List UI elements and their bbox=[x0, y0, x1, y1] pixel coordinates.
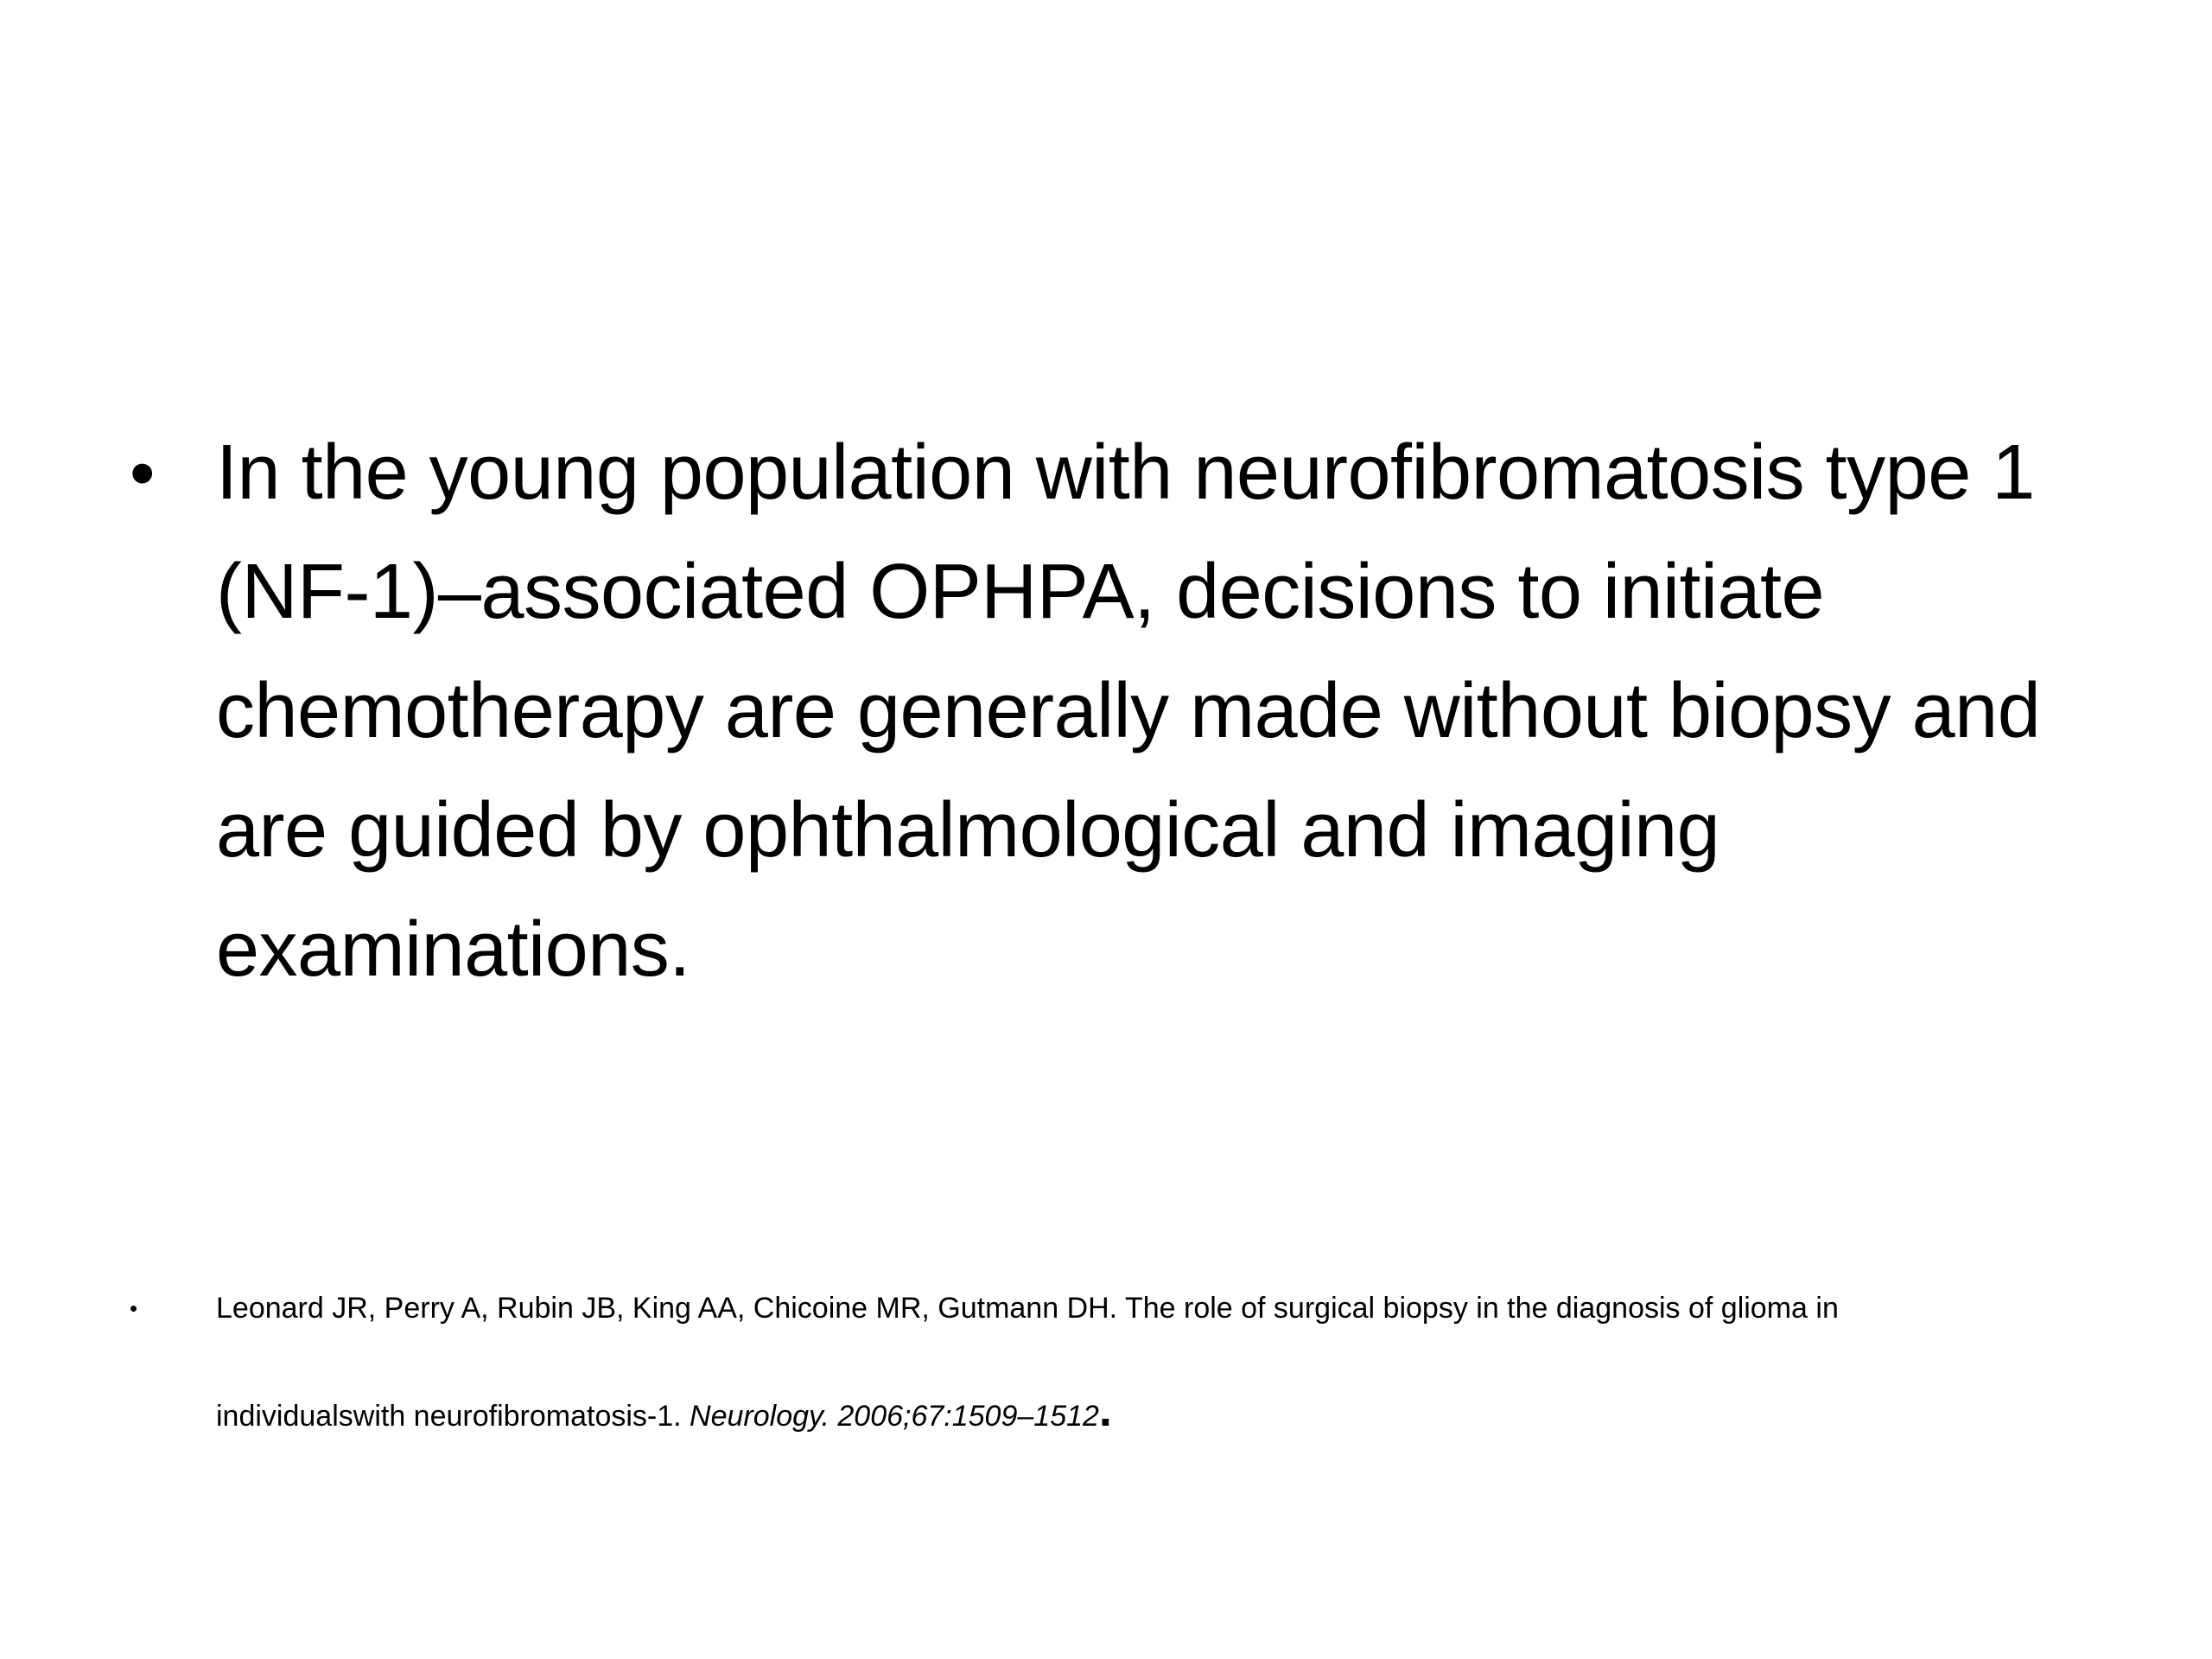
bullet-icon: • bbox=[130, 432, 156, 513]
reference-bullet-icon: • bbox=[130, 1295, 138, 1321]
reference-end-mark: . bbox=[1098, 1384, 1112, 1436]
reference-citation bbox=[130, 1257, 2074, 1467]
reference-text-block bbox=[216, 1257, 2013, 1467]
reference-journal: Neurology. 2006;67:1509–1512 bbox=[690, 1400, 1099, 1433]
main-bullet-point bbox=[130, 413, 2108, 1009]
reference-authors-title: Leonard JR, Perry A, Rubin JB, King AA, Chicoine MR, Gutmann DH. The role of surgical biopsy in the diagnosis of glioma in individualswith neurofibromatosis-1. bbox=[216, 1292, 1839, 1433]
main-text: In the young population with neurofibromatosis type 1 (NF-1)–associated OPHPA, decisions to initiate chemotherapy are generally made without biopsy and are guided by ophthalmological and imaging examinations. bbox=[216, 429, 2041, 993]
